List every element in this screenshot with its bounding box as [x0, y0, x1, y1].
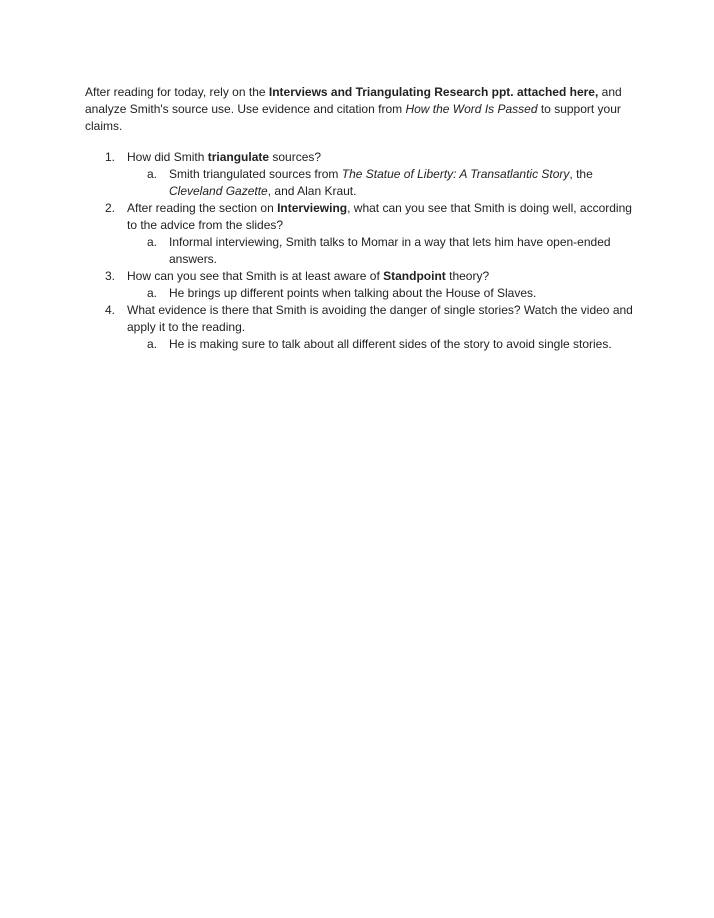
answer-source-title: The Statue of Liberty: A Transatlantic Story: [341, 167, 570, 181]
question-text: [127, 269, 489, 283]
answer-list: [127, 336, 645, 353]
answer-letter: a.: [147, 235, 158, 249]
intro-text-1: After reading for today, rely on the: [85, 85, 269, 99]
question-keyword: triangulate: [207, 150, 270, 164]
answer-list: [127, 166, 645, 200]
question-text: [127, 201, 632, 232]
answer-item: [127, 234, 645, 268]
answer-text-part: Smith triangulated sources from: [169, 167, 342, 181]
intro-book-title: How the Word Is Passed: [405, 102, 538, 116]
answer-item: [127, 285, 645, 302]
answer-source-title: Cleveland Gazette: [169, 184, 268, 198]
question-item-2: [85, 200, 645, 268]
answer-text: He is making sure to talk about all different sides of the story to avoid single stories.: [169, 337, 612, 351]
question-keyword: Standpoint: [383, 269, 446, 283]
answer-text-part: , and Alan Kraut.: [267, 184, 357, 198]
question-text-part: After reading the section on: [127, 201, 278, 215]
question-text-part: , what can you see that Smith is doing well, according to the advice from the slides?: [127, 201, 632, 232]
question-number: 1.: [105, 150, 116, 164]
answer-list: [127, 285, 645, 302]
answer-letter: a.: [147, 167, 158, 181]
intro-text-5: to support your claims.: [85, 102, 621, 133]
intro-paragraph: [85, 84, 645, 135]
document-page: [85, 84, 645, 353]
question-text-part: sources?: [269, 150, 322, 164]
question-item-4: [85, 302, 645, 353]
intro-text-3: and analyze Smith's source use. Use evidence and citation from: [85, 85, 622, 116]
question-item-3: [85, 268, 645, 302]
answer-item: [127, 336, 645, 353]
answer-text: [169, 167, 593, 198]
question-text: What evidence is there that Smith is avoiding the danger of single stories? Watch the video and apply it to the reading.: [127, 303, 633, 334]
answer-text: Informal interviewing, Smith talks to Momar in a way that lets him have open-ended answers.: [169, 235, 611, 266]
answer-list: [127, 234, 645, 268]
question-number: 4.: [105, 303, 116, 317]
question-text-part: theory?: [445, 269, 490, 283]
answer-letter: a.: [147, 337, 158, 351]
question-text-part: How can you see that Smith is at least aware of: [127, 269, 384, 283]
question-item-1: [85, 149, 645, 200]
question-list: [85, 149, 645, 353]
question-number: 2.: [105, 201, 116, 215]
answer-item: [127, 166, 645, 200]
answer-letter: a.: [147, 286, 158, 300]
question-text: [127, 150, 321, 164]
question-text-part: How did Smith: [127, 150, 208, 164]
question-keyword: Interviewing: [277, 201, 348, 215]
answer-text: He brings up different points when talking about the House of Slaves.: [169, 286, 537, 300]
answer-text-part: , the: [569, 167, 593, 181]
question-number: 3.: [105, 269, 116, 283]
intro-ppt-reference: Interviews and Triangulating Research ppt. attached here,: [268, 85, 599, 99]
